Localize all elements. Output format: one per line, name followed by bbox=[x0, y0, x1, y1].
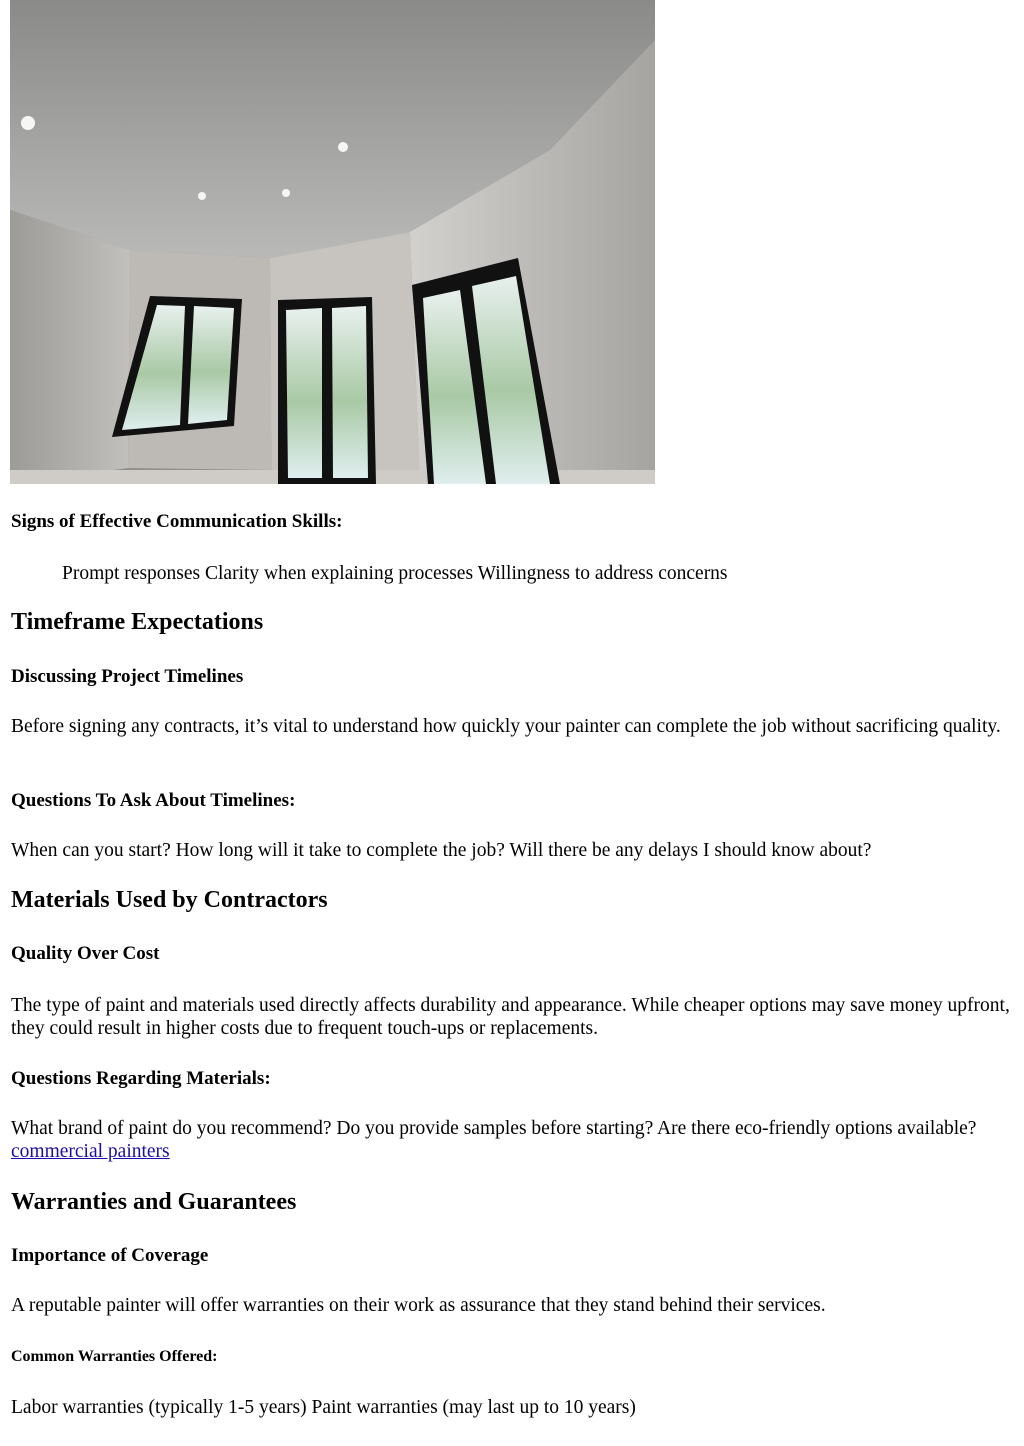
timeframe-heading: Timeframe Expectations bbox=[11, 609, 264, 635]
communication-items: Prompt responses Clarity when explaining processes Willingness to address concerns bbox=[62, 563, 728, 584]
room-photo bbox=[10, 0, 655, 484]
common-warranties: Labor warranties (typically 1-5 years) Paint warranties (may last up to 10 years) bbox=[11, 1397, 636, 1418]
materials-questions-paragraph bbox=[11, 1117, 1011, 1163]
quality-subheading: Quality Over Cost bbox=[11, 943, 160, 964]
quality-paragraph: The type of paint and materials used directly affects durability and appearance. While cheaper options may save money upfront, they could result in higher costs due to frequent touch-ups or replacements. bbox=[11, 995, 1010, 1039]
timeline-questions-heading: Questions To Ask About Timelines: bbox=[11, 790, 296, 811]
materials-questions-heading: Questions Regarding Materials: bbox=[11, 1068, 271, 1089]
timeline-questions: When can you start? How long will it take to complete the job? Will there be any delays I should know about? bbox=[11, 840, 872, 861]
commercial-painters-link[interactable]: commercial painters bbox=[11, 1141, 170, 1162]
room-photo-illustration bbox=[10, 0, 655, 484]
warranties-heading: Warranties and Guarantees bbox=[11, 1189, 297, 1215]
communication-heading: Signs of Effective Communication Skills: bbox=[11, 511, 343, 532]
timelines-subheading: Discussing Project Timelines bbox=[11, 666, 244, 687]
common-warranties-heading: Common Warranties Offered: bbox=[11, 1348, 218, 1365]
materials-questions: What brand of paint do you recommend? Do you provide samples before starting? Are there eco-friendly options available? bbox=[11, 1118, 977, 1139]
timelines-paragraph: Before signing any contracts, it’s vital to understand how quickly your painter can complete the job without sacrificing quality. bbox=[11, 716, 1001, 737]
coverage-subheading: Importance of Coverage bbox=[11, 1245, 209, 1266]
coverage-paragraph: A reputable painter will offer warranties on their work as assurance that they stand behind their services. bbox=[11, 1295, 826, 1316]
materials-heading: Materials Used by Contractors bbox=[11, 887, 328, 913]
